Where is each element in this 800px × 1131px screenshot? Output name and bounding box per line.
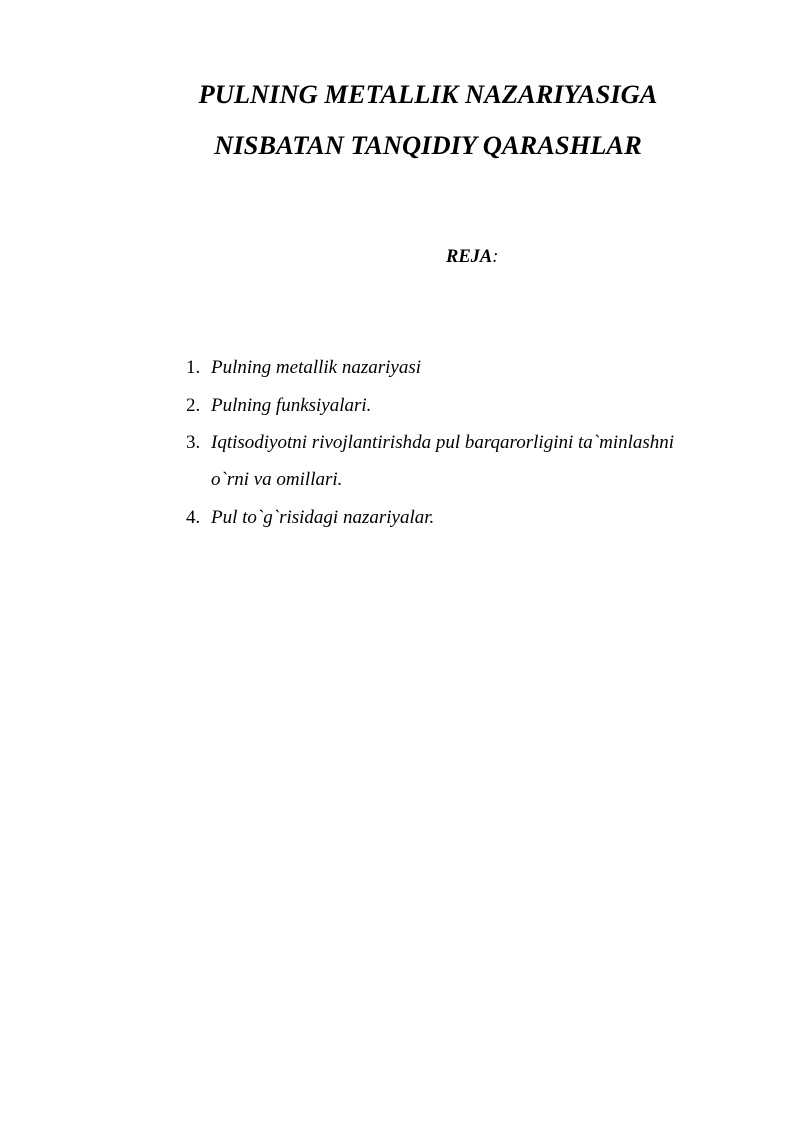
plan-item-text: Pul to`g`risidagi nazariyalar. <box>211 507 435 528</box>
plan-heading-label: REJA <box>446 247 493 267</box>
plan-item <box>186 356 421 380</box>
document-title-line-2: NISBATAN TANQIDIY QARASHLAR <box>214 130 642 160</box>
plan-item-text: Pulning metallik nazariyasi <box>211 357 422 378</box>
plan-item <box>186 394 371 418</box>
plan-item-number: 4. <box>186 507 201 528</box>
plan-item-number: 3. <box>186 432 201 453</box>
plan-item-continuation: o`rni va omillari. <box>211 469 343 490</box>
plan-item-number: 2. <box>186 395 201 416</box>
plan-item <box>186 431 675 490</box>
plan-item-text: Iqtisodiyotni rivojlantirishda pul barqarorligini ta`minlashni <box>211 432 675 453</box>
plan-heading <box>446 245 498 269</box>
plan-heading-colon: : <box>492 247 499 267</box>
plan-item-text: Pulning funksiyalari. <box>211 395 372 416</box>
plan-item <box>186 506 434 530</box>
plan-item-number: 1. <box>186 357 201 378</box>
document-title-line-1: PULNING METALLIK NAZARIYASIGA <box>198 79 658 109</box>
